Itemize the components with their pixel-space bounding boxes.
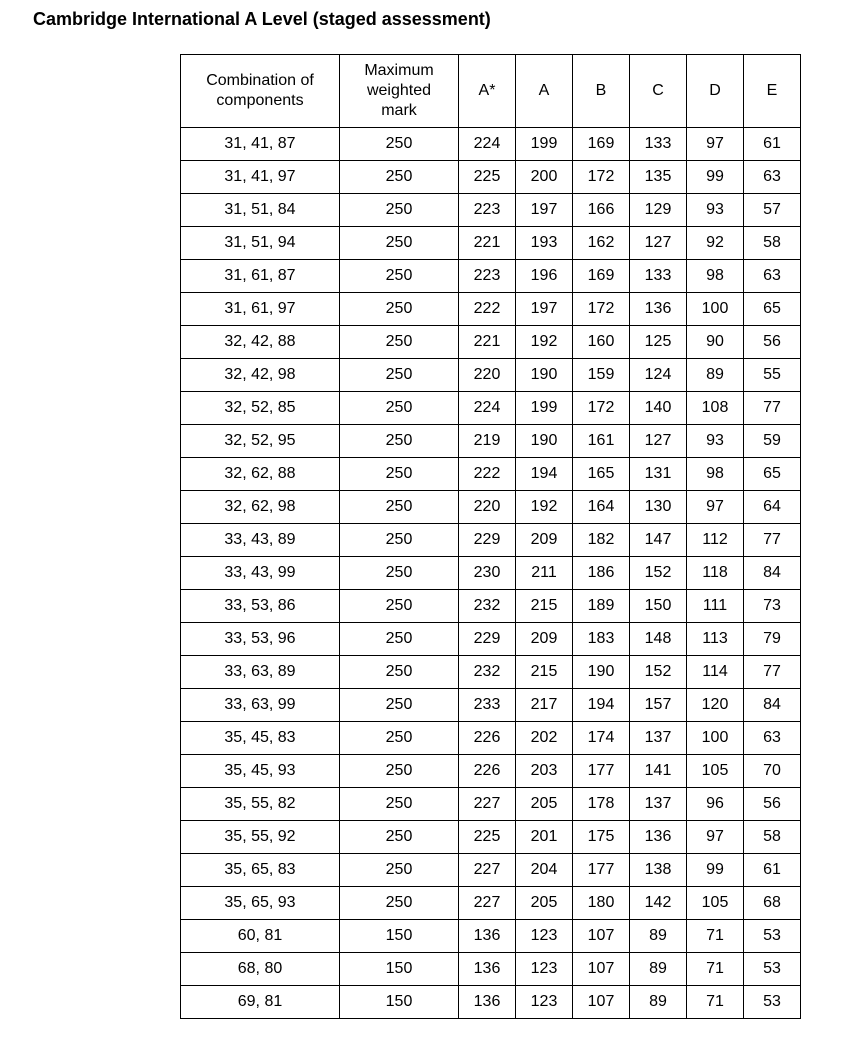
cell-grade-threshold: 99 — [687, 854, 744, 887]
cell-grade-threshold: 225 — [459, 821, 516, 854]
cell-max-mark: 250 — [340, 722, 459, 755]
cell-grade-threshold: 137 — [630, 788, 687, 821]
cell-combination: 69, 81 — [181, 986, 340, 1019]
table-row — [181, 590, 801, 623]
cell-combination: 32, 42, 88 — [181, 326, 340, 359]
table-row — [181, 524, 801, 557]
cell-grade-threshold: 84 — [744, 557, 801, 590]
cell-grade-threshold: 215 — [516, 590, 573, 623]
cell-grade-threshold: 215 — [516, 656, 573, 689]
cell-grade-threshold: 129 — [630, 194, 687, 227]
cell-grade-threshold: 125 — [630, 326, 687, 359]
cell-grade-threshold: 112 — [687, 524, 744, 557]
cell-grade-threshold: 55 — [744, 359, 801, 392]
cell-grade-threshold: 221 — [459, 227, 516, 260]
cell-combination: 32, 62, 98 — [181, 491, 340, 524]
cell-grade-threshold: 152 — [630, 656, 687, 689]
cell-max-mark: 250 — [340, 491, 459, 524]
table-row — [181, 359, 801, 392]
cell-grade-threshold: 223 — [459, 194, 516, 227]
cell-max-mark: 250 — [340, 821, 459, 854]
cell-combination: 68, 80 — [181, 953, 340, 986]
cell-grade-threshold: 182 — [573, 524, 630, 557]
cell-max-mark: 250 — [340, 161, 459, 194]
cell-grade-threshold: 107 — [573, 986, 630, 1019]
cell-combination: 32, 52, 95 — [181, 425, 340, 458]
header-combination — [181, 55, 340, 128]
cell-grade-threshold: 199 — [516, 128, 573, 161]
table-row — [181, 722, 801, 755]
cell-grade-threshold: 220 — [459, 359, 516, 392]
cell-grade-threshold: 58 — [744, 821, 801, 854]
cell-max-mark: 250 — [340, 590, 459, 623]
cell-max-mark: 150 — [340, 953, 459, 986]
cell-combination: 33, 53, 96 — [181, 623, 340, 656]
cell-combination: 35, 65, 83 — [181, 854, 340, 887]
cell-grade-threshold: 61 — [744, 854, 801, 887]
cell-grade-threshold: 204 — [516, 854, 573, 887]
cell-grade-threshold: 172 — [573, 293, 630, 326]
header-grade: D — [687, 55, 744, 128]
cell-grade-threshold: 89 — [630, 920, 687, 953]
cell-max-mark: 150 — [340, 920, 459, 953]
cell-combination: 33, 53, 86 — [181, 590, 340, 623]
cell-grade-threshold: 79 — [744, 623, 801, 656]
cell-grade-threshold: 114 — [687, 656, 744, 689]
cell-grade-threshold: 53 — [744, 953, 801, 986]
cell-combination: 31, 41, 97 — [181, 161, 340, 194]
cell-grade-threshold: 221 — [459, 326, 516, 359]
table-row — [181, 986, 801, 1019]
cell-combination: 35, 55, 82 — [181, 788, 340, 821]
cell-grade-threshold: 197 — [516, 293, 573, 326]
cell-grade-threshold: 59 — [744, 425, 801, 458]
cell-grade-threshold: 56 — [744, 326, 801, 359]
header-grade: B — [573, 55, 630, 128]
cell-grade-threshold: 89 — [630, 986, 687, 1019]
cell-combination: 32, 52, 85 — [181, 392, 340, 425]
cell-grade-threshold: 113 — [687, 623, 744, 656]
cell-combination: 31, 41, 87 — [181, 128, 340, 161]
cell-grade-threshold: 77 — [744, 392, 801, 425]
cell-grade-threshold: 127 — [630, 425, 687, 458]
cell-grade-threshold: 183 — [573, 623, 630, 656]
cell-grade-threshold: 136 — [630, 293, 687, 326]
cell-grade-threshold: 192 — [516, 326, 573, 359]
cell-grade-threshold: 201 — [516, 821, 573, 854]
cell-grade-threshold: 161 — [573, 425, 630, 458]
cell-grade-threshold: 84 — [744, 689, 801, 722]
cell-grade-threshold: 123 — [516, 920, 573, 953]
cell-grade-threshold: 189 — [573, 590, 630, 623]
cell-grade-threshold: 56 — [744, 788, 801, 821]
table-row — [181, 557, 801, 590]
table-row — [181, 656, 801, 689]
cell-max-mark: 250 — [340, 656, 459, 689]
cell-grade-threshold: 224 — [459, 128, 516, 161]
cell-grade-threshold: 222 — [459, 458, 516, 491]
cell-grade-threshold: 225 — [459, 161, 516, 194]
cell-grade-threshold: 193 — [516, 227, 573, 260]
cell-grade-threshold: 65 — [744, 458, 801, 491]
cell-grade-threshold: 147 — [630, 524, 687, 557]
cell-grade-threshold: 174 — [573, 722, 630, 755]
cell-grade-threshold: 137 — [630, 722, 687, 755]
table-row — [181, 854, 801, 887]
cell-max-mark: 250 — [340, 128, 459, 161]
cell-max-mark: 250 — [340, 689, 459, 722]
cell-grade-threshold: 186 — [573, 557, 630, 590]
cell-combination: 35, 45, 93 — [181, 755, 340, 788]
table-row — [181, 458, 801, 491]
cell-grade-threshold: 202 — [516, 722, 573, 755]
cell-grade-threshold: 199 — [516, 392, 573, 425]
cell-grade-threshold: 196 — [516, 260, 573, 293]
cell-grade-threshold: 131 — [630, 458, 687, 491]
cell-grade-threshold: 209 — [516, 524, 573, 557]
cell-max-mark: 250 — [340, 887, 459, 920]
cell-grade-threshold: 177 — [573, 854, 630, 887]
cell-grade-threshold: 63 — [744, 722, 801, 755]
cell-grade-threshold: 220 — [459, 491, 516, 524]
cell-grade-threshold: 219 — [459, 425, 516, 458]
cell-grade-threshold: 68 — [744, 887, 801, 920]
cell-grade-threshold: 89 — [687, 359, 744, 392]
cell-grade-threshold: 136 — [459, 920, 516, 953]
table-row — [181, 887, 801, 920]
table-row — [181, 293, 801, 326]
cell-max-mark: 250 — [340, 524, 459, 557]
cell-max-mark: 250 — [340, 359, 459, 392]
header-grade: C — [630, 55, 687, 128]
header-combination-line: Combination of — [206, 72, 314, 89]
cell-grade-threshold: 107 — [573, 953, 630, 986]
cell-combination: 31, 61, 97 — [181, 293, 340, 326]
cell-grade-threshold: 192 — [516, 491, 573, 524]
cell-grade-threshold: 138 — [630, 854, 687, 887]
header-max-mark-line: Maximum — [364, 62, 434, 79]
cell-grade-threshold: 58 — [744, 227, 801, 260]
cell-grade-threshold: 97 — [687, 821, 744, 854]
cell-grade-threshold: 172 — [573, 161, 630, 194]
table-row — [181, 194, 801, 227]
cell-grade-threshold: 100 — [687, 293, 744, 326]
cell-max-mark: 250 — [340, 326, 459, 359]
cell-max-mark: 250 — [340, 227, 459, 260]
table-row — [181, 491, 801, 524]
cell-grade-threshold: 222 — [459, 293, 516, 326]
header-max-mark-line: weighted — [366, 82, 432, 99]
cell-grade-threshold: 53 — [744, 920, 801, 953]
cell-grade-threshold: 217 — [516, 689, 573, 722]
cell-combination: 32, 42, 98 — [181, 359, 340, 392]
cell-grade-threshold: 118 — [687, 557, 744, 590]
cell-grade-threshold: 65 — [744, 293, 801, 326]
cell-grade-threshold: 100 — [687, 722, 744, 755]
cell-combination: 31, 51, 94 — [181, 227, 340, 260]
table-row — [181, 326, 801, 359]
header-grade: A* — [459, 55, 516, 128]
cell-grade-threshold: 227 — [459, 854, 516, 887]
cell-grade-threshold: 205 — [516, 788, 573, 821]
cell-grade-threshold: 77 — [744, 656, 801, 689]
cell-max-mark: 250 — [340, 788, 459, 821]
cell-grade-threshold: 105 — [687, 755, 744, 788]
cell-grade-threshold: 140 — [630, 392, 687, 425]
header-grade: A — [516, 55, 573, 128]
cell-grade-threshold: 63 — [744, 260, 801, 293]
cell-combination: 33, 43, 89 — [181, 524, 340, 557]
cell-max-mark: 250 — [340, 194, 459, 227]
table-header-row — [181, 55, 801, 128]
table-row — [181, 689, 801, 722]
cell-grade-threshold: 209 — [516, 623, 573, 656]
grade-threshold-table — [180, 54, 801, 1019]
cell-grade-threshold: 71 — [687, 920, 744, 953]
cell-max-mark: 250 — [340, 623, 459, 656]
cell-max-mark: 250 — [340, 458, 459, 491]
cell-grade-threshold: 157 — [630, 689, 687, 722]
cell-max-mark: 250 — [340, 392, 459, 425]
table-row — [181, 623, 801, 656]
cell-grade-threshold: 92 — [687, 227, 744, 260]
cell-grade-threshold: 89 — [630, 953, 687, 986]
cell-combination: 31, 51, 84 — [181, 194, 340, 227]
cell-combination: 32, 62, 88 — [181, 458, 340, 491]
cell-grade-threshold: 105 — [687, 887, 744, 920]
cell-grade-threshold: 165 — [573, 458, 630, 491]
cell-combination: 60, 81 — [181, 920, 340, 953]
cell-combination: 33, 43, 99 — [181, 557, 340, 590]
cell-grade-threshold: 223 — [459, 260, 516, 293]
cell-grade-threshold: 61 — [744, 128, 801, 161]
table-row — [181, 425, 801, 458]
cell-grade-threshold: 108 — [687, 392, 744, 425]
cell-grade-threshold: 166 — [573, 194, 630, 227]
cell-max-mark: 250 — [340, 293, 459, 326]
cell-max-mark: 250 — [340, 557, 459, 590]
table-row — [181, 260, 801, 293]
page-title: Cambridge International A Level (staged assessment) — [33, 9, 491, 29]
cell-grade-threshold: 136 — [630, 821, 687, 854]
cell-grade-threshold: 127 — [630, 227, 687, 260]
cell-grade-threshold: 111 — [687, 590, 744, 623]
cell-grade-threshold: 135 — [630, 161, 687, 194]
header-combination-line: components — [216, 92, 304, 109]
header-max-mark-line: mark — [381, 102, 417, 119]
cell-grade-threshold: 64 — [744, 491, 801, 524]
cell-grade-threshold: 123 — [516, 953, 573, 986]
cell-grade-threshold: 180 — [573, 887, 630, 920]
cell-grade-threshold: 98 — [687, 260, 744, 293]
cell-grade-threshold: 190 — [516, 359, 573, 392]
cell-grade-threshold: 211 — [516, 557, 573, 590]
cell-grade-threshold: 136 — [459, 953, 516, 986]
cell-grade-threshold: 230 — [459, 557, 516, 590]
cell-grade-threshold: 177 — [573, 755, 630, 788]
cell-grade-threshold: 232 — [459, 656, 516, 689]
cell-grade-threshold: 190 — [573, 656, 630, 689]
cell-grade-threshold: 120 — [687, 689, 744, 722]
cell-grade-threshold: 175 — [573, 821, 630, 854]
cell-combination: 33, 63, 99 — [181, 689, 340, 722]
cell-grade-threshold: 227 — [459, 788, 516, 821]
cell-grade-threshold: 57 — [744, 194, 801, 227]
header-max-mark — [340, 55, 459, 128]
cell-grade-threshold: 203 — [516, 755, 573, 788]
table-row — [181, 392, 801, 425]
table-row — [181, 161, 801, 194]
cell-grade-threshold: 130 — [630, 491, 687, 524]
cell-grade-threshold: 133 — [630, 260, 687, 293]
table-body — [181, 128, 801, 1019]
cell-grade-threshold: 93 — [687, 425, 744, 458]
cell-grade-threshold: 164 — [573, 491, 630, 524]
cell-grade-threshold: 227 — [459, 887, 516, 920]
cell-grade-threshold: 63 — [744, 161, 801, 194]
cell-combination: 35, 65, 93 — [181, 887, 340, 920]
cell-combination: 31, 61, 87 — [181, 260, 340, 293]
cell-max-mark: 250 — [340, 755, 459, 788]
cell-grade-threshold: 159 — [573, 359, 630, 392]
cell-grade-threshold: 124 — [630, 359, 687, 392]
cell-grade-threshold: 136 — [459, 986, 516, 1019]
cell-grade-threshold: 160 — [573, 326, 630, 359]
header-grade: E — [744, 55, 801, 128]
cell-grade-threshold: 142 — [630, 887, 687, 920]
table-row — [181, 128, 801, 161]
cell-grade-threshold: 141 — [630, 755, 687, 788]
cell-grade-threshold: 233 — [459, 689, 516, 722]
table-row — [181, 755, 801, 788]
cell-grade-threshold: 200 — [516, 161, 573, 194]
cell-grade-threshold: 133 — [630, 128, 687, 161]
cell-combination: 35, 45, 83 — [181, 722, 340, 755]
cell-grade-threshold: 197 — [516, 194, 573, 227]
cell-grade-threshold: 97 — [687, 491, 744, 524]
cell-grade-threshold: 229 — [459, 623, 516, 656]
cell-max-mark: 150 — [340, 986, 459, 1019]
cell-grade-threshold: 53 — [744, 986, 801, 1019]
cell-grade-threshold: 205 — [516, 887, 573, 920]
table-row — [181, 788, 801, 821]
table-row — [181, 953, 801, 986]
cell-grade-threshold: 229 — [459, 524, 516, 557]
cell-grade-threshold: 73 — [744, 590, 801, 623]
cell-max-mark: 250 — [340, 854, 459, 887]
cell-grade-threshold: 194 — [516, 458, 573, 491]
cell-grade-threshold: 90 — [687, 326, 744, 359]
cell-grade-threshold: 224 — [459, 392, 516, 425]
cell-grade-threshold: 226 — [459, 755, 516, 788]
cell-grade-threshold: 77 — [744, 524, 801, 557]
cell-grade-threshold: 178 — [573, 788, 630, 821]
table-row — [181, 920, 801, 953]
cell-combination: 33, 63, 89 — [181, 656, 340, 689]
cell-grade-threshold: 96 — [687, 788, 744, 821]
cell-grade-threshold: 98 — [687, 458, 744, 491]
cell-max-mark: 250 — [340, 260, 459, 293]
cell-grade-threshold: 70 — [744, 755, 801, 788]
cell-combination: 35, 55, 92 — [181, 821, 340, 854]
cell-grade-threshold: 172 — [573, 392, 630, 425]
cell-grade-threshold: 107 — [573, 920, 630, 953]
cell-grade-threshold: 99 — [687, 161, 744, 194]
cell-grade-threshold: 71 — [687, 953, 744, 986]
cell-grade-threshold: 194 — [573, 689, 630, 722]
cell-grade-threshold: 169 — [573, 260, 630, 293]
cell-grade-threshold: 148 — [630, 623, 687, 656]
cell-grade-threshold: 97 — [687, 128, 744, 161]
table-row — [181, 821, 801, 854]
cell-grade-threshold: 226 — [459, 722, 516, 755]
cell-grade-threshold: 169 — [573, 128, 630, 161]
cell-grade-threshold: 71 — [687, 986, 744, 1019]
cell-grade-threshold: 152 — [630, 557, 687, 590]
cell-grade-threshold: 93 — [687, 194, 744, 227]
cell-grade-threshold: 123 — [516, 986, 573, 1019]
cell-grade-threshold: 162 — [573, 227, 630, 260]
cell-grade-threshold: 232 — [459, 590, 516, 623]
cell-grade-threshold: 190 — [516, 425, 573, 458]
table-row — [181, 227, 801, 260]
cell-max-mark: 250 — [340, 425, 459, 458]
cell-grade-threshold: 150 — [630, 590, 687, 623]
